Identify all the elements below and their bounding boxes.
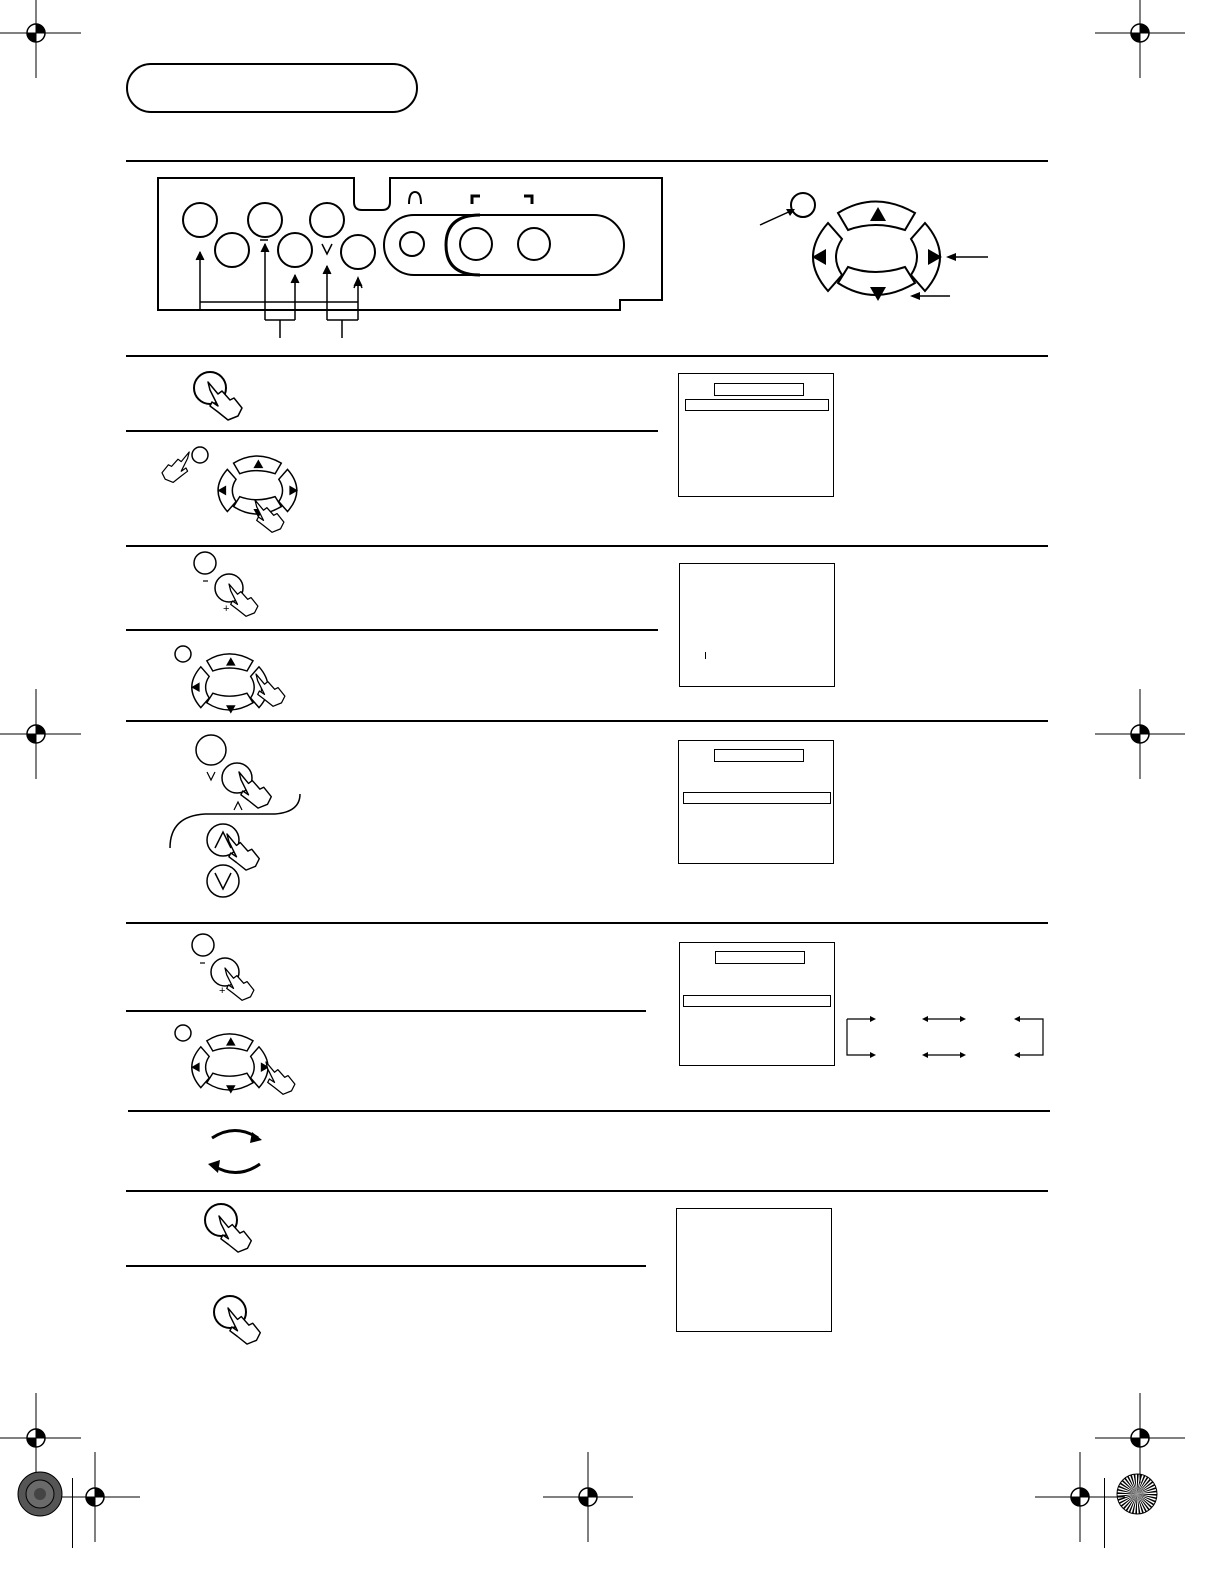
remote-dpad-diagram	[750, 185, 1010, 335]
footer-star-target-right	[1115, 1472, 1165, 1522]
osd-cursor	[705, 652, 706, 659]
dpad-icon	[191, 1034, 269, 1094]
osd-screen-1	[678, 373, 834, 497]
svg-text:+: +	[291, 274, 300, 290]
panel-button-6	[341, 235, 375, 269]
osd-screen-3	[678, 740, 834, 864]
osd-highlight-bar	[683, 792, 831, 804]
svg-text:+: +	[219, 985, 226, 997]
osd-header	[715, 951, 805, 964]
osd-header	[714, 383, 804, 396]
divider-2a	[126, 629, 658, 631]
panel-button-5	[278, 233, 312, 267]
pointing-hand-icon	[239, 772, 271, 808]
osd-highlight-bar	[683, 995, 831, 1007]
av-jack-1	[460, 228, 492, 260]
divider-top	[126, 160, 1048, 162]
step-9-illustration	[200, 1290, 320, 1370]
divider-5	[128, 1110, 1050, 1112]
step-5-illustration	[165, 728, 325, 908]
step-3-illustration	[185, 548, 305, 628]
osd-screen-5	[676, 1208, 832, 1332]
mode-cycle-diagram	[840, 1010, 1050, 1060]
step-6-illustration	[185, 930, 305, 1010]
divider-2	[126, 545, 1048, 547]
pointing-hand-icon	[219, 1216, 251, 1252]
step-2-illustration	[160, 440, 320, 540]
step-8-illustration	[195, 1196, 315, 1266]
pointing-hand-icon	[227, 834, 259, 870]
osd-screen-2	[679, 563, 835, 687]
crosshair-registration-mark-icon	[0, 0, 81, 78]
svg-text:+: +	[223, 603, 230, 615]
footer-vline-right	[1104, 1478, 1105, 1548]
divider-4a	[126, 1010, 646, 1012]
crosshair-registration-mark-icon	[0, 689, 81, 779]
crosshair-registration-mark-icon	[1095, 1393, 1185, 1483]
panel-button-4	[215, 233, 249, 267]
footer-color-wheel-left	[16, 1470, 66, 1520]
dpad-icon	[191, 654, 269, 714]
panel-button-2	[248, 203, 282, 237]
circular-arrows-icon	[200, 1118, 280, 1188]
divider-6	[126, 1190, 1048, 1192]
osd-header	[714, 749, 804, 762]
av-jack-2	[518, 228, 550, 260]
divider-1	[126, 355, 1048, 357]
section-title-box	[126, 63, 418, 113]
divider-4	[126, 922, 1048, 924]
pointing-hand-icon	[266, 1062, 295, 1094]
tv-front-panel-diagram	[150, 170, 670, 340]
footer-vline-left	[72, 1478, 73, 1548]
osd-screen-4	[679, 942, 835, 1066]
divider-1a	[126, 430, 658, 432]
pointing-hand-icon	[256, 674, 285, 706]
panel-button-1	[183, 203, 217, 237]
crosshair-registration-mark-icon	[1095, 689, 1185, 779]
crosshair-registration-mark-icon	[543, 1452, 633, 1542]
step-7-illustration	[170, 1020, 310, 1105]
step-4-illustration	[170, 636, 310, 721]
pointing-hand-icon	[228, 1308, 260, 1344]
crosshair-registration-mark-icon	[1035, 1452, 1125, 1542]
crosshair-registration-mark-icon	[1095, 0, 1185, 78]
panel-button-3	[310, 203, 344, 237]
remote-small-button	[791, 193, 815, 217]
osd-highlight-bar	[685, 399, 829, 411]
headphone-jack	[400, 232, 424, 256]
step-1-illustration	[180, 360, 300, 430]
pointing-hand-icon	[162, 452, 189, 482]
